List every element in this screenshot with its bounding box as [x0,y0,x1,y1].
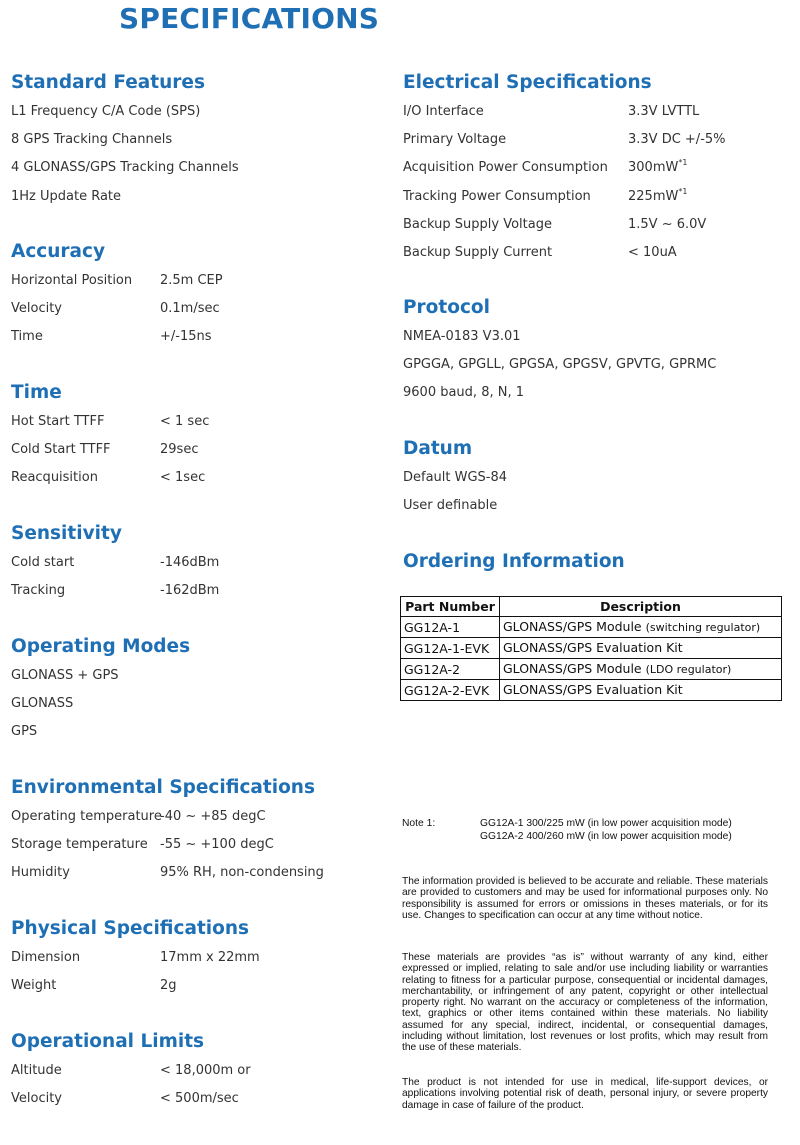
section-heading: Electrical Specifications [403,72,652,93]
spec-value: 29sec [160,442,199,458]
protocol-text: 9600 baud, 8, N, 1 [403,385,524,401]
section-heading: Physical Specifications [11,918,250,939]
list-item [403,464,508,492]
spec-row [11,577,220,605]
operational-limits-section [11,1027,251,1113]
list-item [403,351,717,379]
column-header: Description [500,597,782,617]
table-row [401,638,782,659]
accuracy-section [11,237,223,352]
spec-label: I/O Interface [403,104,484,119]
list-item [11,126,205,154]
physical-section [11,914,260,1000]
part-number-cell: GG12A-2 [401,659,500,680]
datum-text: Default WGS-84 [403,470,508,485]
datum-section [403,434,508,520]
spec-value: < 1 sec [160,414,210,429]
list-item [11,690,190,718]
spec-row [11,972,249,1000]
spec-value: < 500m/sec [160,1091,239,1107]
description-cell: GLONASS/GPS Module (switching regulator) [500,617,782,638]
spec-label: Weight [11,978,57,994]
protocol-section [403,293,717,408]
list-item [11,662,190,690]
section-heading: Protocol [403,297,490,318]
section-heading: Sensitivity [11,523,122,544]
footnote-marker: *1 [678,186,688,196]
spec-value: < 1sec [160,470,206,486]
section-heading: Ordering Information [403,551,625,572]
list-item [403,323,521,351]
spec-row [403,154,688,182]
table-row [401,617,782,638]
spec-row [11,803,315,831]
list-item [11,718,190,746]
spec-label: Backup Supply Voltage [403,216,552,232]
table-row [401,680,782,701]
spec-label: Dimension [11,950,81,965]
spec-value: -40 ~ +85 degC [160,809,266,824]
part-number-cell: GG12A-1 [401,617,500,638]
spec-label: Velocity [11,1091,62,1107]
spec-label: Primary Voltage [403,132,507,148]
spec-row [11,1085,239,1113]
spec-row [11,464,206,492]
spec-row [403,98,700,126]
footnote-marker: *1 [678,158,688,168]
spec-value: +/-15ns [160,329,212,345]
spec-label: Cold Start TTFF [11,442,111,458]
disclaimer-paragraph: These materials are provides “as is” without warranty of any kind, either expressed or implied, relating to sale and/or use including liability or warranties relating to fitness for a particular purpose, consequential or incidental damages, merchantability, or infringement of any patent, copyright or other intellectual property right. No warrant on the accuracy or completeness of the information, text, graphics or other items contained within these materials. No liability assumed for any special, indirect, incidental, or consequential damages, including without limitation, lost revenues or lost profits, which may result from the use of these materials. [402,952,768,1054]
spec-row [403,126,726,154]
spec-value: < 10uA [628,244,677,260]
section-heading: Operational Limits [11,1031,205,1052]
spec-value: 2.5m CEP [160,273,223,288]
description-cell: GLONASS/GPS Evaluation Kit [500,680,782,701]
spec-value: 95% RH, non-condensing [160,865,324,881]
spec-value: -162dBm [160,583,220,599]
time-section [11,378,210,493]
page-title: SPECIFICATIONS [119,2,380,35]
part-number-cell: GG12A-1-EVK [401,638,500,659]
spec-label: Cold start [11,555,75,570]
spec-row [11,436,199,464]
spec-label: Reacquisition [11,470,98,486]
table-header-row [401,597,782,617]
spec-label: Horizontal Position [11,273,133,288]
spec-value: $225mW^{*1}$ [628,186,688,204]
description-cell: GLONASS/GPS Module (LDO regulator) [500,659,782,680]
feature-text: 4 GLONASS/GPS Tracking Channels [11,160,239,176]
spec-value: 3.3V DC +/-5% [628,132,726,148]
section-heading: Environmental Specifications [11,777,315,798]
spec-value: $300mW^{*1}$ [628,158,688,176]
spec-value: -146dBm [160,555,220,570]
part-number-cell: GG12A-2-EVK [401,680,500,701]
footnote-label: Note 1: [402,818,436,829]
list-item [11,154,239,182]
spec-value: 3.3V LVTTL [628,104,700,119]
protocol-text: GPGGA, GPGLL, GPGSA, GPGSV, GPVTG, GPRMC [403,357,717,373]
mode-text: GLONASS [11,696,74,712]
spec-row [11,408,210,436]
spec-row [11,831,315,859]
spec-label: Acquisition Power Consumption [403,160,608,176]
spec-row [403,239,677,267]
disclaimer-paragraph: The product is not intended for use in medical, life-support devices, or applications involving potential risk of death, personal injury, or severe property damage in case of failure of the product. [402,1077,768,1111]
mode-text: GPS [11,724,38,740]
list-item [11,183,205,211]
spec-row [11,323,212,351]
spec-label: Time [11,329,43,345]
datum-text: User definable [403,498,498,514]
spec-value: < 18,000m or [160,1063,251,1078]
description-cell: GLONASS/GPS Evaluation Kit [500,638,782,659]
section-heading: Accuracy [11,241,106,262]
section-heading: Time [11,382,62,403]
spec-label: Backup Supply Current [403,244,553,260]
protocol-text: NMEA-0183 V3.01 [403,329,521,344]
feature-text: 1Hz Update Rate [11,188,122,204]
spec-label: Hot Start TTFF [11,414,105,429]
electrical-section [403,68,726,267]
spec-label: Humidity [11,865,70,881]
spec-row [11,267,223,295]
feature-text: 8 GPS Tracking Channels [11,132,173,148]
spec-row [11,859,324,887]
table-row [401,659,782,680]
spec-row [11,295,220,323]
spec-label: Altitude [11,1063,62,1078]
spec-value: -55 ~ +100 degC [160,837,274,853]
feature-text: L1 Frequency C/A Code (SPS) [11,104,201,119]
spec-label: Storage temperature [11,837,148,853]
spec-label: Tracking [11,583,66,599]
footnote-line: GG12A-1 300/225 mW (in low power acquisition mode) [480,818,732,829]
spec-row [403,211,707,239]
section-heading: Operating Modes [11,636,191,657]
spec-row [403,183,688,211]
disclaimer-paragraph: The information provided is believed to be accurate and reliable. These materials are provided to customers and may be used for informational purposes only. No responsibility is assumed for errors or omissions in theses materials, or for its use. Changes to specification can occur at any time without notice. [402,876,768,921]
section-heading: Datum [403,438,473,459]
list-item [403,379,524,407]
spec-row [11,944,260,972]
ordering-table [400,596,782,701]
list-item [11,98,205,126]
environmental-section [11,773,324,888]
operating-modes-section [11,632,190,747]
section-heading: Standard Features [11,72,205,93]
spec-label: Operating temperature [11,809,162,824]
spec-label: Tracking Power Consumption [403,188,591,204]
spec-value: 1.5V ~ 6.0V [628,216,707,232]
mode-text: GLONASS + GPS [11,668,119,683]
footnote-line: GG12A-2 400/260 mW (in low power acquisition mode) [480,830,732,842]
spec-value: 0.1m/sec [160,301,220,317]
spec-value: 2g [160,978,177,994]
list-item [403,492,498,520]
sensitivity-section [11,519,220,605]
spec-value: 17mm x 22mm [160,950,260,965]
column-header: Part Number [401,597,500,617]
spec-label: Velocity [11,301,62,317]
spec-row [11,1057,251,1085]
standard-features-section [11,68,239,211]
ordering-section [403,547,625,577]
spec-row [11,549,220,577]
